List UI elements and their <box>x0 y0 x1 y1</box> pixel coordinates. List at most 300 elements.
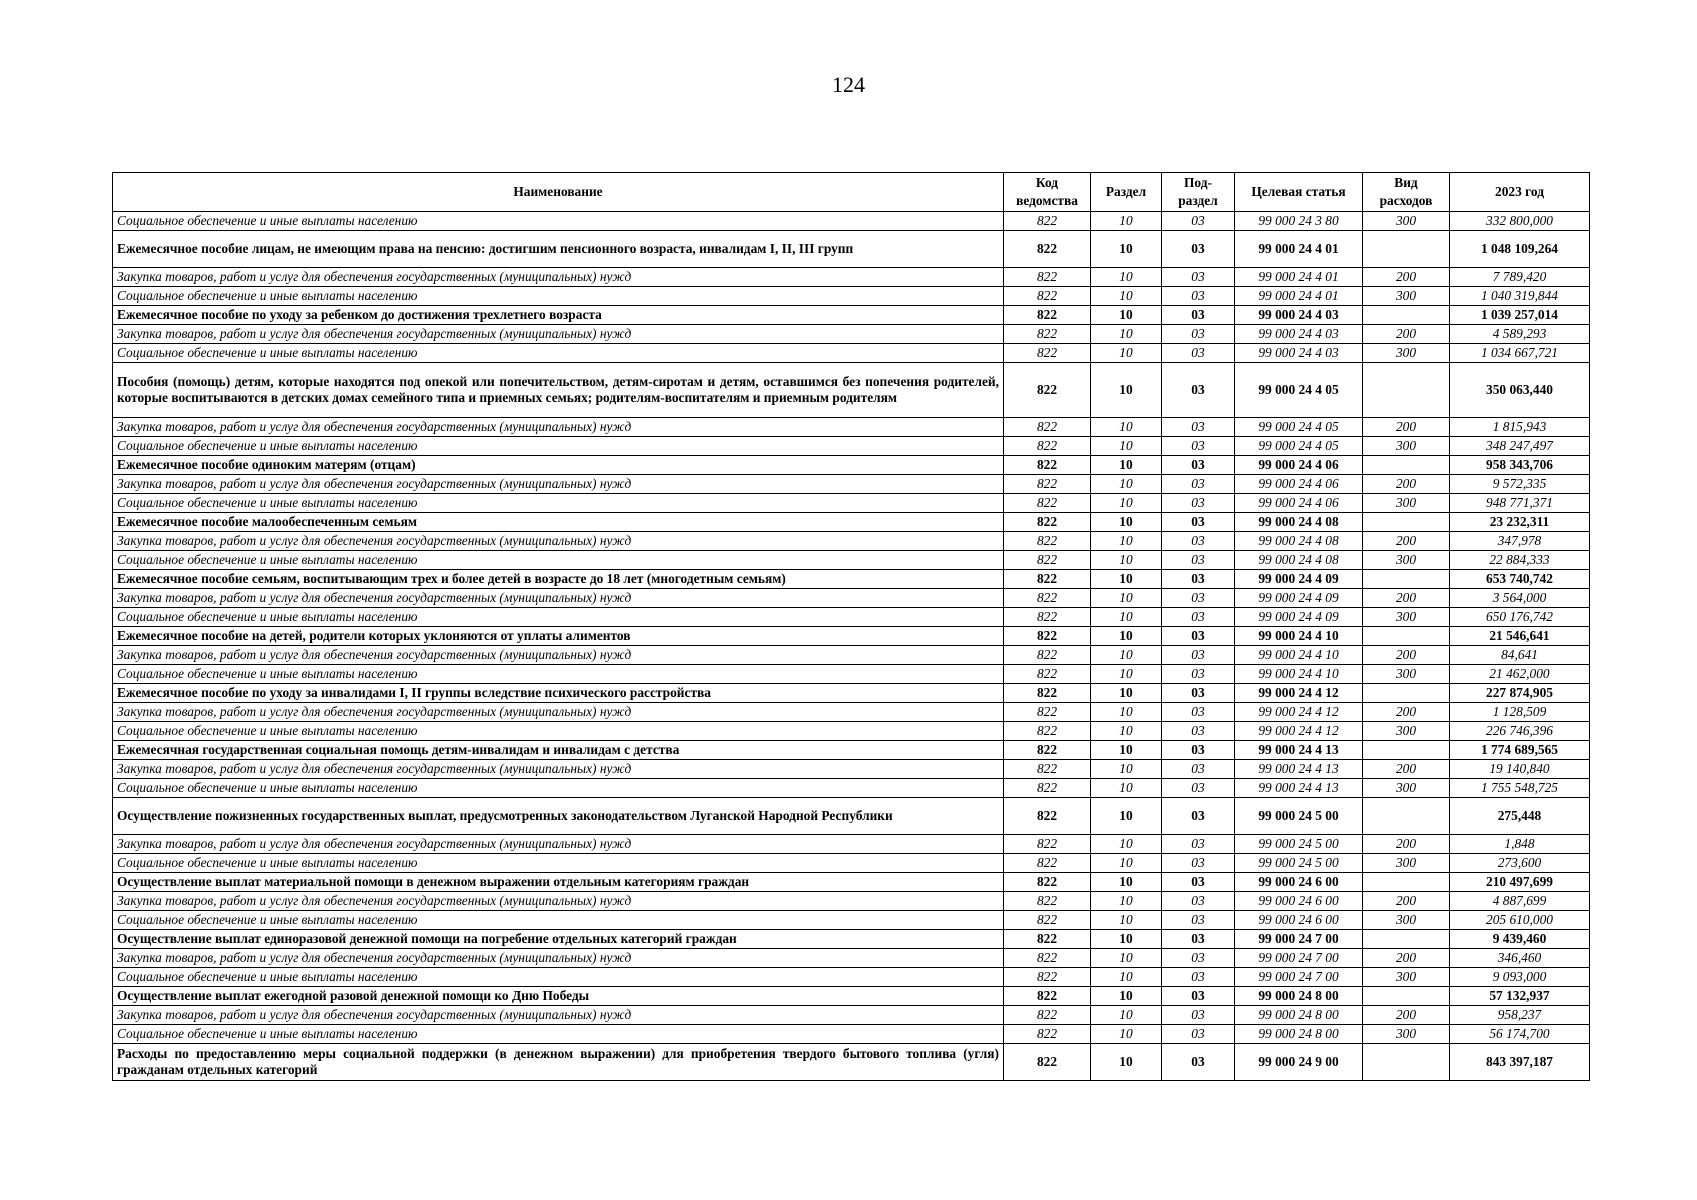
cell-ved: 822 <box>1004 1044 1091 1081</box>
cell-ved: 822 <box>1004 930 1091 949</box>
cell-razdel: 10 <box>1091 779 1162 798</box>
cell-celevaya: 99 000 24 8 00 <box>1235 1006 1363 1025</box>
cell-razdel: 10 <box>1091 475 1162 494</box>
cell-celevaya: 99 000 24 4 13 <box>1235 779 1363 798</box>
cell-razdel: 10 <box>1091 589 1162 608</box>
header-ved: Код ведомства <box>1004 173 1091 212</box>
cell-sum: 347,978 <box>1450 532 1590 551</box>
cell-ved: 822 <box>1004 589 1091 608</box>
cell-ved: 822 <box>1004 854 1091 873</box>
cell-razdel: 10 <box>1091 760 1162 779</box>
cell-sum: 4 589,293 <box>1450 325 1590 344</box>
table-row <box>113 1006 1590 1025</box>
cell-ved: 822 <box>1004 798 1091 835</box>
cell-vid: 200 <box>1363 268 1450 287</box>
cell-sum: 84,641 <box>1450 646 1590 665</box>
cell-vid <box>1363 363 1450 418</box>
cell-name: Закупка товаров, работ и услуг для обеспечения государственных (муниципальных) нужд <box>113 892 1004 911</box>
cell-celevaya: 99 000 24 4 03 <box>1235 306 1363 325</box>
cell-vid <box>1363 741 1450 760</box>
header-razdel: Раздел <box>1091 173 1162 212</box>
cell-podrazdel: 03 <box>1162 437 1235 456</box>
cell-ved: 822 <box>1004 722 1091 741</box>
table-row <box>113 231 1590 268</box>
cell-name: Социальное обеспечение и иные выплаты населению <box>113 1025 1004 1044</box>
cell-sum: 57 132,937 <box>1450 987 1590 1006</box>
cell-ved: 822 <box>1004 494 1091 513</box>
table-row <box>113 306 1590 325</box>
cell-razdel: 10 <box>1091 325 1162 344</box>
cell-razdel: 10 <box>1091 854 1162 873</box>
table-row <box>113 930 1590 949</box>
table-row <box>113 570 1590 589</box>
cell-celevaya: 99 000 24 4 09 <box>1235 589 1363 608</box>
cell-podrazdel: 03 <box>1162 684 1235 703</box>
cell-name: Закупка товаров, работ и услуг для обеспечения государственных (муниципальных) нужд <box>113 532 1004 551</box>
cell-podrazdel: 03 <box>1162 703 1235 722</box>
cell-podrazdel: 03 <box>1162 570 1235 589</box>
cell-name: Социальное обеспечение и иные выплаты населению <box>113 968 1004 987</box>
header-podrazdel: Под-раздел <box>1162 173 1235 212</box>
cell-podrazdel: 03 <box>1162 363 1235 418</box>
cell-razdel: 10 <box>1091 873 1162 892</box>
cell-name: Социальное обеспечение и иные выплаты населению <box>113 287 1004 306</box>
cell-razdel: 10 <box>1091 231 1162 268</box>
cell-razdel: 10 <box>1091 513 1162 532</box>
table-row <box>113 798 1590 835</box>
cell-name: Социальное обеспечение и иные выплаты населению <box>113 722 1004 741</box>
cell-vid <box>1363 513 1450 532</box>
cell-ved: 822 <box>1004 968 1091 987</box>
cell-podrazdel: 03 <box>1162 475 1235 494</box>
table-row <box>113 325 1590 344</box>
table-row <box>113 475 1590 494</box>
cell-ved: 822 <box>1004 949 1091 968</box>
cell-celevaya: 99 000 24 4 10 <box>1235 627 1363 646</box>
cell-ved: 822 <box>1004 684 1091 703</box>
cell-sum: 1 774 689,565 <box>1450 741 1590 760</box>
cell-sum: 23 232,311 <box>1450 513 1590 532</box>
cell-ved: 822 <box>1004 532 1091 551</box>
budget-table <box>112 172 1590 1081</box>
cell-vid <box>1363 987 1450 1006</box>
cell-razdel: 10 <box>1091 892 1162 911</box>
cell-podrazdel: 03 <box>1162 494 1235 513</box>
cell-podrazdel: 03 <box>1162 231 1235 268</box>
table-row <box>113 551 1590 570</box>
cell-vid <box>1363 627 1450 646</box>
cell-podrazdel: 03 <box>1162 344 1235 363</box>
cell-razdel: 10 <box>1091 1044 1162 1081</box>
table-row <box>113 854 1590 873</box>
cell-sum: 226 746,396 <box>1450 722 1590 741</box>
cell-ved: 822 <box>1004 456 1091 475</box>
table-row <box>113 760 1590 779</box>
cell-vid: 300 <box>1363 287 1450 306</box>
cell-name: Ежемесячная государственная социальная помощь детям-инвалидам и инвалидам с детства <box>113 741 1004 760</box>
table-row <box>113 779 1590 798</box>
cell-podrazdel: 03 <box>1162 722 1235 741</box>
table-row <box>113 212 1590 231</box>
cell-ved: 822 <box>1004 1006 1091 1025</box>
cell-razdel: 10 <box>1091 418 1162 437</box>
cell-ved: 822 <box>1004 779 1091 798</box>
cell-vid: 300 <box>1363 1025 1450 1044</box>
cell-razdel: 10 <box>1091 306 1162 325</box>
cell-ved: 822 <box>1004 835 1091 854</box>
cell-ved: 822 <box>1004 437 1091 456</box>
cell-vid: 300 <box>1363 608 1450 627</box>
cell-sum: 275,448 <box>1450 798 1590 835</box>
cell-podrazdel: 03 <box>1162 949 1235 968</box>
cell-name: Закупка товаров, работ и услуг для обеспечения государственных (муниципальных) нужд <box>113 949 1004 968</box>
cell-podrazdel: 03 <box>1162 930 1235 949</box>
cell-celevaya: 99 000 24 4 08 <box>1235 513 1363 532</box>
cell-razdel: 10 <box>1091 494 1162 513</box>
cell-vid: 300 <box>1363 722 1450 741</box>
table-row <box>113 892 1590 911</box>
cell-podrazdel: 03 <box>1162 513 1235 532</box>
cell-vid: 200 <box>1363 589 1450 608</box>
cell-razdel: 10 <box>1091 268 1162 287</box>
cell-name: Пособия (помощь) детям, которые находятся под опекой или попечительством, детям-сиротам и детям, оставшимся без попечения родителей, которые воспитываются в детских домах семейного типа и приемных семьях; родителям-воспитателям и приемным родителям <box>113 363 1004 418</box>
cell-name: Социальное обеспечение и иные выплаты населению <box>113 665 1004 684</box>
cell-sum: 653 740,742 <box>1450 570 1590 589</box>
cell-vid: 200 <box>1363 532 1450 551</box>
cell-name: Закупка товаров, работ и услуг для обеспечения государственных (муниципальных) нужд <box>113 589 1004 608</box>
cell-podrazdel: 03 <box>1162 589 1235 608</box>
cell-podrazdel: 03 <box>1162 551 1235 570</box>
cell-name: Расходы по предоставлению меры социальной поддержки (в денежном выражении) для приобретения твердого бытового топлива (угля) гражданам отдельных категорий <box>113 1044 1004 1081</box>
cell-sum: 1 040 319,844 <box>1450 287 1590 306</box>
header-vid: Вид расходов <box>1363 173 1450 212</box>
cell-razdel: 10 <box>1091 1006 1162 1025</box>
cell-razdel: 10 <box>1091 456 1162 475</box>
cell-name: Социальное обеспечение и иные выплаты населению <box>113 779 1004 798</box>
cell-celevaya: 99 000 24 7 00 <box>1235 930 1363 949</box>
cell-ved: 822 <box>1004 1025 1091 1044</box>
cell-name: Закупка товаров, работ и услуг для обеспечения государственных (муниципальных) нужд <box>113 1006 1004 1025</box>
cell-ved: 822 <box>1004 231 1091 268</box>
cell-podrazdel: 03 <box>1162 835 1235 854</box>
cell-sum: 3 564,000 <box>1450 589 1590 608</box>
cell-name: Ежемесячное пособие малообеспеченным семьям <box>113 513 1004 532</box>
cell-sum: 21 462,000 <box>1450 665 1590 684</box>
cell-name: Осуществление выплат единоразовой денежной помощи на погребение отдельных категорий граждан <box>113 930 1004 949</box>
cell-razdel: 10 <box>1091 646 1162 665</box>
cell-ved: 822 <box>1004 325 1091 344</box>
cell-ved: 822 <box>1004 608 1091 627</box>
cell-celevaya: 99 000 24 4 01 <box>1235 231 1363 268</box>
cell-celevaya: 99 000 24 4 06 <box>1235 475 1363 494</box>
cell-vid: 200 <box>1363 760 1450 779</box>
table-row <box>113 722 1590 741</box>
cell-ved: 822 <box>1004 268 1091 287</box>
cell-sum: 56 174,700 <box>1450 1025 1590 1044</box>
cell-sum: 1 034 667,721 <box>1450 344 1590 363</box>
cell-razdel: 10 <box>1091 930 1162 949</box>
cell-podrazdel: 03 <box>1162 306 1235 325</box>
cell-vid: 200 <box>1363 892 1450 911</box>
cell-name: Социальное обеспечение и иные выплаты населению <box>113 854 1004 873</box>
cell-vid: 300 <box>1363 344 1450 363</box>
cell-razdel: 10 <box>1091 570 1162 589</box>
cell-celevaya: 99 000 24 5 00 <box>1235 854 1363 873</box>
cell-podrazdel: 03 <box>1162 418 1235 437</box>
cell-razdel: 10 <box>1091 911 1162 930</box>
cell-vid <box>1363 798 1450 835</box>
cell-celevaya: 99 000 24 4 05 <box>1235 418 1363 437</box>
cell-name: Социальное обеспечение и иные выплаты населению <box>113 551 1004 570</box>
cell-podrazdel: 03 <box>1162 1006 1235 1025</box>
cell-ved: 822 <box>1004 760 1091 779</box>
cell-razdel: 10 <box>1091 722 1162 741</box>
cell-celevaya: 99 000 24 5 00 <box>1235 798 1363 835</box>
cell-vid: 300 <box>1363 494 1450 513</box>
cell-sum: 1 128,509 <box>1450 703 1590 722</box>
table-body <box>113 212 1590 1081</box>
cell-ved: 822 <box>1004 646 1091 665</box>
cell-vid: 300 <box>1363 911 1450 930</box>
table-row <box>113 494 1590 513</box>
cell-sum: 350 063,440 <box>1450 363 1590 418</box>
cell-ved: 822 <box>1004 475 1091 494</box>
cell-razdel: 10 <box>1091 627 1162 646</box>
cell-celevaya: 99 000 24 4 03 <box>1235 344 1363 363</box>
table-row <box>113 968 1590 987</box>
table-row <box>113 741 1590 760</box>
cell-celevaya: 99 000 24 6 00 <box>1235 911 1363 930</box>
cell-sum: 9 572,335 <box>1450 475 1590 494</box>
cell-razdel: 10 <box>1091 703 1162 722</box>
cell-celevaya: 99 000 24 4 12 <box>1235 684 1363 703</box>
table-row <box>113 646 1590 665</box>
cell-celevaya: 99 000 24 4 13 <box>1235 741 1363 760</box>
cell-sum: 1,848 <box>1450 835 1590 854</box>
cell-sum: 1 048 109,264 <box>1450 231 1590 268</box>
cell-name: Социальное обеспечение и иные выплаты населению <box>113 212 1004 231</box>
cell-vid <box>1363 684 1450 703</box>
cell-name: Социальное обеспечение и иные выплаты населению <box>113 344 1004 363</box>
cell-vid: 200 <box>1363 835 1450 854</box>
cell-sum: 19 140,840 <box>1450 760 1590 779</box>
cell-sum: 1 039 257,014 <box>1450 306 1590 325</box>
cell-celevaya: 99 000 24 4 06 <box>1235 494 1363 513</box>
cell-podrazdel: 03 <box>1162 1044 1235 1081</box>
cell-name: Закупка товаров, работ и услуг для обеспечения государственных (муниципальных) нужд <box>113 646 1004 665</box>
cell-celevaya: 99 000 24 8 00 <box>1235 987 1363 1006</box>
cell-razdel: 10 <box>1091 949 1162 968</box>
cell-ved: 822 <box>1004 287 1091 306</box>
cell-podrazdel: 03 <box>1162 325 1235 344</box>
cell-vid <box>1363 930 1450 949</box>
cell-name: Осуществление пожизненных государственных выплат, предусмотренных законодательством Луганской Народной Республики <box>113 798 1004 835</box>
cell-name: Закупка товаров, работ и услуг для обеспечения государственных (муниципальных) нужд <box>113 760 1004 779</box>
cell-celevaya: 99 000 24 7 00 <box>1235 968 1363 987</box>
cell-razdel: 10 <box>1091 835 1162 854</box>
cell-sum: 958,237 <box>1450 1006 1590 1025</box>
cell-podrazdel: 03 <box>1162 760 1235 779</box>
header-celevaya: Целевая статья <box>1235 173 1363 212</box>
cell-vid: 300 <box>1363 665 1450 684</box>
cell-sum: 650 176,742 <box>1450 608 1590 627</box>
cell-podrazdel: 03 <box>1162 987 1235 1006</box>
table-row <box>113 987 1590 1006</box>
cell-name: Закупка товаров, работ и услуг для обеспечения государственных (муниципальных) нужд <box>113 268 1004 287</box>
table-row <box>113 532 1590 551</box>
cell-podrazdel: 03 <box>1162 456 1235 475</box>
table-row <box>113 456 1590 475</box>
cell-name: Закупка товаров, работ и услуг для обеспечения государственных (муниципальных) нужд <box>113 835 1004 854</box>
cell-celevaya: 99 000 24 4 01 <box>1235 268 1363 287</box>
cell-sum: 7 789,420 <box>1450 268 1590 287</box>
cell-vid <box>1363 570 1450 589</box>
cell-sum: 227 874,905 <box>1450 684 1590 703</box>
cell-vid: 200 <box>1363 703 1450 722</box>
cell-podrazdel: 03 <box>1162 798 1235 835</box>
cell-celevaya: 99 000 24 4 10 <box>1235 646 1363 665</box>
cell-celevaya: 99 000 24 5 00 <box>1235 835 1363 854</box>
table-row <box>113 344 1590 363</box>
cell-celevaya: 99 000 24 9 00 <box>1235 1044 1363 1081</box>
cell-podrazdel: 03 <box>1162 873 1235 892</box>
cell-celevaya: 99 000 24 6 00 <box>1235 892 1363 911</box>
cell-podrazdel: 03 <box>1162 627 1235 646</box>
cell-vid: 300 <box>1363 212 1450 231</box>
cell-ved: 822 <box>1004 306 1091 325</box>
cell-celevaya: 99 000 24 4 05 <box>1235 363 1363 418</box>
cell-sum: 9 093,000 <box>1450 968 1590 987</box>
cell-name: Ежемесячное пособие по уходу за ребенком до достижения трехлетнего возраста <box>113 306 1004 325</box>
cell-vid <box>1363 306 1450 325</box>
cell-vid: 300 <box>1363 779 1450 798</box>
cell-name: Социальное обеспечение и иные выплаты населению <box>113 437 1004 456</box>
cell-vid: 200 <box>1363 418 1450 437</box>
cell-ved: 822 <box>1004 987 1091 1006</box>
table-row <box>113 1044 1590 1081</box>
table-row <box>113 949 1590 968</box>
table-row <box>113 665 1590 684</box>
cell-podrazdel: 03 <box>1162 532 1235 551</box>
cell-sum: 348 247,497 <box>1450 437 1590 456</box>
cell-sum: 9 439,460 <box>1450 930 1590 949</box>
cell-celevaya: 99 000 24 4 05 <box>1235 437 1363 456</box>
header-name: Наименование <box>113 173 1004 212</box>
table-row <box>113 268 1590 287</box>
cell-vid: 200 <box>1363 325 1450 344</box>
cell-celevaya: 99 000 24 4 08 <box>1235 551 1363 570</box>
header-sum: 2023 год <box>1450 173 1590 212</box>
cell-vid <box>1363 231 1450 268</box>
cell-name: Осуществление выплат ежегодной разовой денежной помощи ко Дню Победы <box>113 987 1004 1006</box>
cell-ved: 822 <box>1004 551 1091 570</box>
table-row <box>113 835 1590 854</box>
table-row <box>113 703 1590 722</box>
cell-ved: 822 <box>1004 570 1091 589</box>
cell-vid: 300 <box>1363 437 1450 456</box>
table-row <box>113 513 1590 532</box>
cell-ved: 822 <box>1004 665 1091 684</box>
cell-vid <box>1363 1044 1450 1081</box>
cell-ved: 822 <box>1004 892 1091 911</box>
cell-podrazdel: 03 <box>1162 892 1235 911</box>
table-row <box>113 684 1590 703</box>
cell-sum: 958 343,706 <box>1450 456 1590 475</box>
cell-ved: 822 <box>1004 513 1091 532</box>
cell-razdel: 10 <box>1091 1025 1162 1044</box>
cell-vid <box>1363 873 1450 892</box>
cell-celevaya: 99 000 24 4 06 <box>1235 456 1363 475</box>
cell-sum: 1 815,943 <box>1450 418 1590 437</box>
cell-podrazdel: 03 <box>1162 741 1235 760</box>
cell-vid: 300 <box>1363 551 1450 570</box>
cell-podrazdel: 03 <box>1162 608 1235 627</box>
cell-vid: 300 <box>1363 854 1450 873</box>
cell-vid: 200 <box>1363 646 1450 665</box>
cell-celevaya: 99 000 24 4 12 <box>1235 722 1363 741</box>
table-row <box>113 608 1590 627</box>
table-row <box>113 873 1590 892</box>
cell-name: Ежемесячное пособие семьям, воспитывающим трех и более детей в возрасте до 18 лет (многодетным семьям) <box>113 570 1004 589</box>
cell-celevaya: 99 000 24 4 13 <box>1235 760 1363 779</box>
cell-ved: 822 <box>1004 418 1091 437</box>
table-row <box>113 418 1590 437</box>
cell-name: Закупка товаров, работ и услуг для обеспечения государственных (муниципальных) нужд <box>113 703 1004 722</box>
table-row <box>113 911 1590 930</box>
cell-celevaya: 99 000 24 4 08 <box>1235 532 1363 551</box>
table-row <box>113 437 1590 456</box>
cell-name: Закупка товаров, работ и услуг для обеспечения государственных (муниципальных) нужд <box>113 475 1004 494</box>
cell-razdel: 10 <box>1091 532 1162 551</box>
cell-ved: 822 <box>1004 363 1091 418</box>
table-row <box>113 589 1590 608</box>
cell-podrazdel: 03 <box>1162 212 1235 231</box>
cell-podrazdel: 03 <box>1162 779 1235 798</box>
cell-sum: 4 887,699 <box>1450 892 1590 911</box>
cell-razdel: 10 <box>1091 684 1162 703</box>
cell-celevaya: 99 000 24 4 09 <box>1235 570 1363 589</box>
cell-podrazdel: 03 <box>1162 911 1235 930</box>
cell-razdel: 10 <box>1091 968 1162 987</box>
cell-ved: 822 <box>1004 627 1091 646</box>
cell-razdel: 10 <box>1091 551 1162 570</box>
cell-sum: 843 397,187 <box>1450 1044 1590 1081</box>
cell-name: Ежемесячное пособие лицам, не имеющим права на пенсию: достигшим пенсионного возраста, инвалидам I, II, III групп <box>113 231 1004 268</box>
cell-razdel: 10 <box>1091 987 1162 1006</box>
cell-name: Закупка товаров, работ и услуг для обеспечения государственных (муниципальных) нужд <box>113 325 1004 344</box>
cell-podrazdel: 03 <box>1162 968 1235 987</box>
cell-sum: 205 610,000 <box>1450 911 1590 930</box>
cell-podrazdel: 03 <box>1162 854 1235 873</box>
cell-celevaya: 99 000 24 6 00 <box>1235 873 1363 892</box>
cell-razdel: 10 <box>1091 608 1162 627</box>
cell-ved: 822 <box>1004 212 1091 231</box>
cell-name: Социальное обеспечение и иные выплаты населению <box>113 494 1004 513</box>
cell-sum: 22 884,333 <box>1450 551 1590 570</box>
cell-sum: 273,600 <box>1450 854 1590 873</box>
cell-celevaya: 99 000 24 3 80 <box>1235 212 1363 231</box>
cell-podrazdel: 03 <box>1162 268 1235 287</box>
cell-sum: 210 497,699 <box>1450 873 1590 892</box>
cell-celevaya: 99 000 24 4 03 <box>1235 325 1363 344</box>
cell-vid <box>1363 456 1450 475</box>
cell-ved: 822 <box>1004 741 1091 760</box>
cell-sum: 21 546,641 <box>1450 627 1590 646</box>
cell-vid: 200 <box>1363 1006 1450 1025</box>
cell-name: Ежемесячное пособие одиноким матерям (отцам) <box>113 456 1004 475</box>
table-row <box>113 287 1590 306</box>
cell-name: Осуществление выплат материальной помощи в денежном выражении отдельным категориям граждан <box>113 873 1004 892</box>
